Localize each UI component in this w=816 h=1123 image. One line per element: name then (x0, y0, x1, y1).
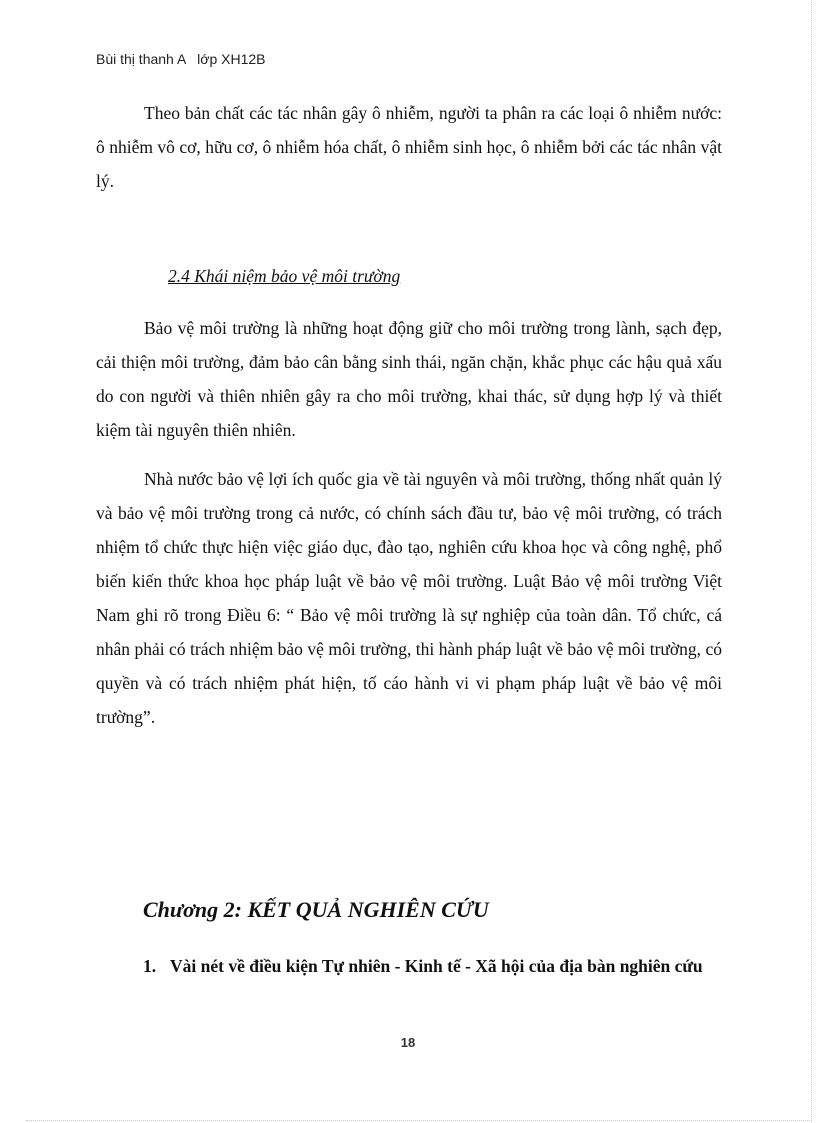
page-header: Bùi thị thanh A lớp XH12B (96, 51, 266, 67)
subheading-number: 1. (143, 956, 157, 976)
numbered-subheading (143, 950, 723, 982)
page-number: 18 (400, 1035, 416, 1050)
page-border-right (811, 0, 812, 1123)
paragraph-water-pollution-types: Theo bản chất các tác nhân gây ô nhiễm, người ta phân ra các loại ô nhiễm nước: ô nhiễm vô cơ, hữu cơ, ô nhiễm hóa chất, ô nhiễm sinh học, ô nhiễm bởi các tác nhân vật lý. (96, 103, 722, 191)
page-border-bottom (26, 1120, 812, 1121)
paragraph-state-responsibility: Nhà nước bảo vệ lợi ích quốc gia về tài nguyên và môi trường, thống nhất quản lý và bảo vệ môi trường trong cả nước, có chính sách đầu tư, bảo vệ môi trường, có trách nhiệm tổ chức thực hiện việc giáo dục, đào tạo, nghiên cứu khoa học và công nghệ, phổ biến kiến thức khoa học pháp luật về bảo vệ môi trường. Luật Bảo vệ môi trường Việt Nam ghi rõ trong Điều 6: “ Bảo vệ môi trường là sự nghiệp của toàn dân. Tổ chức, cá nhân phải có trách nhiệm bảo vệ môi trường, thi hành pháp luật về bảo vệ môi trường, có quyền và có trách nhiệm phát hiện, tố cáo hành vi vi phạm pháp luật về bảo vệ môi trường”. (96, 469, 722, 727)
paragraph-environment-protection-definition: Bảo vệ môi trường là những hoạt động giữ cho môi trường trong lành, sạch đẹp, cải thiện môi trường, đảm bảo cân bằng sinh thái, ngăn chặn, khắc phục các hậu quả xấu do con người và thiên nhiên gây ra cho môi trường, khai thác, sử dụng hợp lý và thiết kiệm tài nguyên thiên nhiên. (96, 318, 722, 440)
section-heading: 2.4 Khái niệm bảo vệ môi trường (168, 266, 401, 286)
chapter-title: Chương 2: KẾT QUẢ NGHIÊN CỨU (143, 897, 489, 922)
subheading-text: Vài nét về điều kiện Tự nhiên - Kinh tế - Xã hội của địa bàn nghiên cứu (170, 956, 703, 976)
